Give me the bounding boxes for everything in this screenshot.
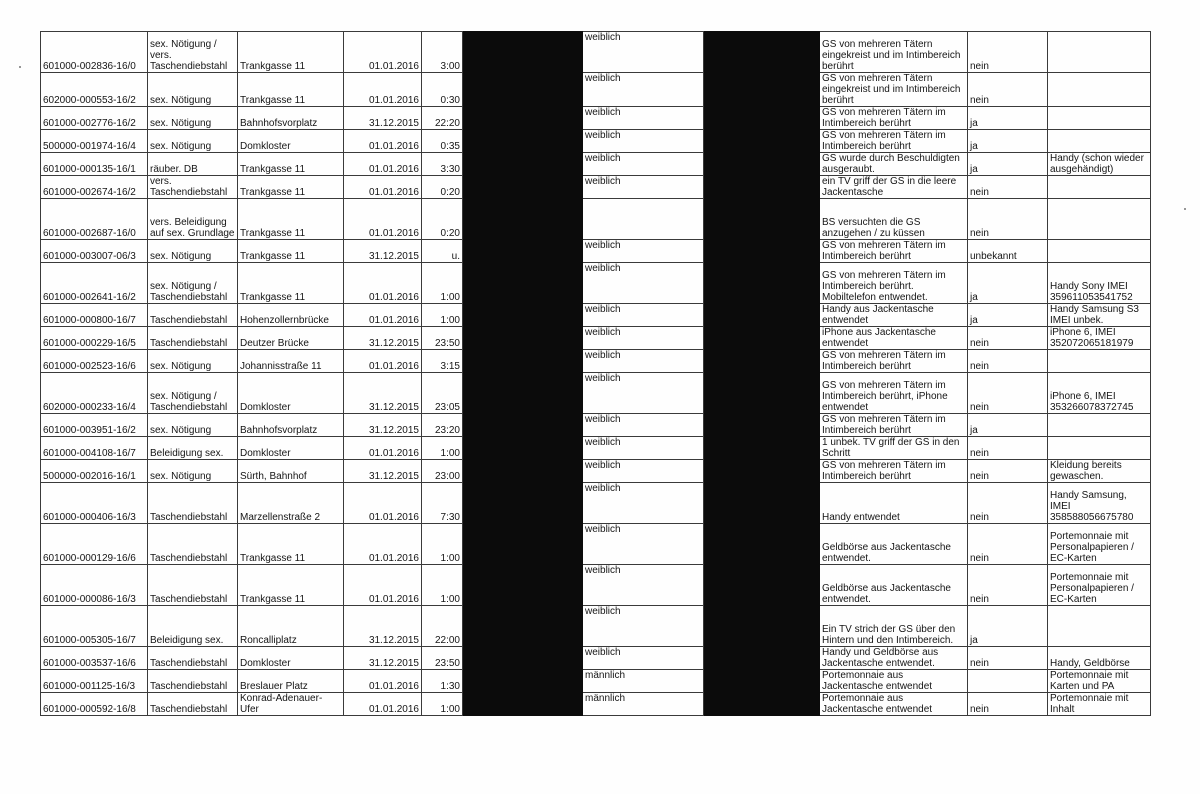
location-cell: Johannisstraße 11 (238, 350, 344, 373)
items-cell: Handy Samsung, IMEI 358588056675780 (1048, 483, 1151, 524)
redacted-cell (704, 524, 820, 565)
items-cell (1048, 199, 1151, 240)
items-cell: iPhone 6, IMEI 352072065181979 (1048, 327, 1151, 350)
redacted-cell (704, 693, 820, 716)
items-cell (1048, 606, 1151, 647)
offense-cell: sex. Nötigung (148, 350, 238, 373)
location-cell: Trankgasse 11 (238, 263, 344, 304)
case-id-cell: 601000-003951-16/2 (41, 414, 148, 437)
flag-cell: nein (968, 327, 1048, 350)
gender-cell: weiblich (583, 327, 704, 350)
location-cell: Trankgasse 11 (238, 240, 344, 263)
items-cell: Portemonnaie mit Karten und PA (1048, 670, 1151, 693)
description-cell: GS von mehreren Tätern im Intimbereich berührt (820, 460, 968, 483)
time-cell: u. (422, 240, 463, 263)
flag-cell: nein (968, 524, 1048, 565)
offense-cell: räuber. DB (148, 153, 238, 176)
location-cell: Bahnhofsvorplatz (238, 414, 344, 437)
flag-cell: nein (968, 32, 1048, 73)
description-cell: Portemonnaie aus Jackentasche entwendet (820, 693, 968, 716)
description-cell: GS wurde durch Beschuldigten ausgeraubt. (820, 153, 968, 176)
redacted-cell (704, 176, 820, 199)
location-cell: Bahnhofsvorplatz (238, 107, 344, 130)
date-cell: 01.01.2016 (344, 350, 422, 373)
case-id-cell: 601000-000135-16/1 (41, 153, 148, 176)
redacted-cell (704, 414, 820, 437)
location-cell: Domkloster (238, 373, 344, 414)
offense-cell: sex. Nötigung (148, 240, 238, 263)
table-row (41, 130, 1151, 153)
description-cell: BS versuchten die GS anzugehen / zu küssen (820, 199, 968, 240)
case-id-cell: 601000-000800-16/7 (41, 304, 148, 327)
gender-cell: weiblich (583, 176, 704, 199)
date-cell: 31.12.2015 (344, 107, 422, 130)
gender-cell: weiblich (583, 32, 704, 73)
redacted-cell (704, 304, 820, 327)
redacted-cell (704, 350, 820, 373)
gender-cell: weiblich (583, 263, 704, 304)
redacted-cell (704, 263, 820, 304)
case-id-cell: 601000-003537-16/6 (41, 647, 148, 670)
table-row (41, 32, 1151, 73)
date-cell: 31.12.2015 (344, 240, 422, 263)
items-cell: Handy, Geldbörse (1048, 647, 1151, 670)
table-row (41, 73, 1151, 107)
redacted-cell (463, 199, 583, 240)
redacted-cell (463, 693, 583, 716)
case-id-cell: 601000-002836-16/0 (41, 32, 148, 73)
flag-cell: nein (968, 460, 1048, 483)
date-cell: 01.01.2016 (344, 483, 422, 524)
offense-cell: Taschendiebstahl (148, 327, 238, 350)
description-cell: Handy und Geldbörse aus Jackentasche entwendet. (820, 647, 968, 670)
case-id-cell: 601000-002776-16/2 (41, 107, 148, 130)
offense-cell: sex. Nötigung / Taschendiebstahl (148, 263, 238, 304)
table-row (41, 240, 1151, 263)
table-row (41, 647, 1151, 670)
offense-cell: sex. Nötigung / vers. Taschendiebstahl (148, 32, 238, 73)
gender-cell: weiblich (583, 565, 704, 606)
offense-cell: Beleidigung sex. (148, 437, 238, 460)
flag-cell: nein (968, 565, 1048, 606)
date-cell: 31.12.2015 (344, 373, 422, 414)
redacted-cell (704, 606, 820, 647)
case-id-cell: 601000-000229-16/5 (41, 327, 148, 350)
items-cell (1048, 32, 1151, 73)
offense-cell: sex. Nötigung (148, 460, 238, 483)
date-cell: 01.01.2016 (344, 670, 422, 693)
gender-cell: weiblich (583, 240, 704, 263)
offense-cell: sex. Nötigung (148, 107, 238, 130)
date-cell: 01.01.2016 (344, 32, 422, 73)
location-cell: Hohenzollernbrücke (238, 304, 344, 327)
flag-cell: nein (968, 437, 1048, 460)
location-cell: Domkloster (238, 647, 344, 670)
description-cell: ein TV griff der GS in die leere Jackentasche (820, 176, 968, 199)
location-cell: Trankgasse 11 (238, 524, 344, 565)
date-cell: 31.12.2015 (344, 460, 422, 483)
description-cell: GS von mehreren Tätern im Intimbereich berührt, iPhone entwendet (820, 373, 968, 414)
items-cell (1048, 73, 1151, 107)
case-id-cell: 601000-005305-16/7 (41, 606, 148, 647)
description-cell: GS von mehreren Tätern im Intimbereich berührt (820, 414, 968, 437)
case-id-cell: 500000-001974-16/4 (41, 130, 148, 153)
description-cell: Portemonnaie aus Jackentasche entwendet (820, 670, 968, 693)
gender-cell: weiblich (583, 73, 704, 107)
flag-cell: nein (968, 176, 1048, 199)
gender-cell: weiblich (583, 524, 704, 565)
items-cell (1048, 414, 1151, 437)
redacted-cell (463, 32, 583, 73)
gender-cell: männlich (583, 670, 704, 693)
time-cell: 23:20 (422, 414, 463, 437)
gender-cell: weiblich (583, 606, 704, 647)
redacted-cell (704, 460, 820, 483)
description-cell: GS von mehreren Tätern eingekreist und im Intimbereich berührt (820, 32, 968, 73)
location-cell: Sürth, Bahnhof (238, 460, 344, 483)
location-cell: Domkloster (238, 130, 344, 153)
offense-cell: Beleidigung sex. (148, 606, 238, 647)
items-cell (1048, 240, 1151, 263)
redacted-cell (463, 153, 583, 176)
items-cell: Portemonnaie mit Personalpapieren / EC-Karten (1048, 524, 1151, 565)
redacted-cell (704, 647, 820, 670)
redacted-cell (704, 130, 820, 153)
gender-cell: weiblich (583, 483, 704, 524)
redacted-cell (463, 240, 583, 263)
flag-cell: ja (968, 304, 1048, 327)
time-cell: 1:00 (422, 524, 463, 565)
offense-cell: Taschendiebstahl (148, 670, 238, 693)
scan-speck (1184, 208, 1186, 210)
description-cell: GS von mehreren Tätern im Intimbereich berührt. Mobiltelefon entwendet. (820, 263, 968, 304)
flag-cell: ja (968, 414, 1048, 437)
offense-cell: Taschendiebstahl (148, 693, 238, 716)
location-cell: Marzellenstraße 2 (238, 483, 344, 524)
redacted-cell (704, 199, 820, 240)
redacted-cell (463, 483, 583, 524)
redacted-cell (704, 373, 820, 414)
offense-cell: sex. Nötigung (148, 73, 238, 107)
gender-cell: weiblich (583, 153, 704, 176)
location-cell: Trankgasse 11 (238, 32, 344, 73)
gender-cell: weiblich (583, 647, 704, 670)
gender-cell: weiblich (583, 130, 704, 153)
items-cell (1048, 176, 1151, 199)
time-cell: 1:00 (422, 263, 463, 304)
offense-cell: vers. Taschendiebstahl (148, 176, 238, 199)
location-cell: Trankgasse 11 (238, 565, 344, 606)
flag-cell: ja (968, 263, 1048, 304)
redacted-cell (704, 327, 820, 350)
items-cell (1048, 437, 1151, 460)
items-cell: Portemonnaie mit Personalpapieren / EC-Karten (1048, 565, 1151, 606)
case-id-cell: 601000-002641-16/2 (41, 263, 148, 304)
time-cell: 23:05 (422, 373, 463, 414)
description-cell: GS von mehreren Tätern im Intimbereich berührt (820, 240, 968, 263)
time-cell: 1:00 (422, 437, 463, 460)
case-id-cell: 602000-000233-16/4 (41, 373, 148, 414)
items-cell (1048, 130, 1151, 153)
time-cell: 3:15 (422, 350, 463, 373)
gender-cell (583, 199, 704, 240)
items-cell: Handy (schon wieder ausgehändigt) (1048, 153, 1151, 176)
time-cell: 23:50 (422, 647, 463, 670)
items-cell: Kleidung bereits gewaschen. (1048, 460, 1151, 483)
redacted-cell (463, 414, 583, 437)
date-cell: 01.01.2016 (344, 153, 422, 176)
case-id-cell: 601000-000129-16/6 (41, 524, 148, 565)
location-cell: Breslauer Platz (238, 670, 344, 693)
gender-cell: weiblich (583, 373, 704, 414)
description-cell: Geldbörse aus Jackentasche entwendet. (820, 565, 968, 606)
location-cell: Konrad-Adenauer-Ufer (238, 693, 344, 716)
time-cell: 23:00 (422, 460, 463, 483)
table-row (41, 199, 1151, 240)
flag-cell: nein (968, 350, 1048, 373)
redacted-cell (463, 107, 583, 130)
case-id-cell: 601000-003007-06/3 (41, 240, 148, 263)
description-cell: Handy entwendet (820, 483, 968, 524)
items-cell: iPhone 6, IMEI 353266078372745 (1048, 373, 1151, 414)
time-cell: 22:20 (422, 107, 463, 130)
description-cell: Geldbörse aus Jackentasche entwendet. (820, 524, 968, 565)
items-cell: Handy Sony IMEI 359611053541752 (1048, 263, 1151, 304)
flag-cell: ja (968, 153, 1048, 176)
gender-cell: weiblich (583, 304, 704, 327)
time-cell: 1:00 (422, 304, 463, 327)
gender-cell: weiblich (583, 414, 704, 437)
location-cell: Trankgasse 11 (238, 153, 344, 176)
redacted-cell (463, 350, 583, 373)
redacted-cell (704, 437, 820, 460)
flag-cell: nein (968, 199, 1048, 240)
flag-cell: nein (968, 373, 1048, 414)
table-row (41, 693, 1151, 716)
redacted-cell (463, 606, 583, 647)
table-row (41, 304, 1151, 327)
gender-cell: männlich (583, 693, 704, 716)
table-row (41, 107, 1151, 130)
location-cell: Trankgasse 11 (238, 199, 344, 240)
description-cell: GS von mehreren Tätern eingekreist und im Intimbereich berührt (820, 73, 968, 107)
date-cell: 31.12.2015 (344, 606, 422, 647)
offense-cell: sex. Nötigung (148, 414, 238, 437)
case-id-cell: 601000-002687-16/0 (41, 199, 148, 240)
time-cell: 0:20 (422, 176, 463, 199)
date-cell: 31.12.2015 (344, 327, 422, 350)
redacted-cell (704, 670, 820, 693)
table-row (41, 606, 1151, 647)
table-row (41, 524, 1151, 565)
flag-cell: nein (968, 73, 1048, 107)
table-row (41, 373, 1151, 414)
date-cell: 01.01.2016 (344, 565, 422, 606)
case-id-cell: 602000-000553-16/2 (41, 73, 148, 107)
case-id-cell: 601000-004108-16/7 (41, 437, 148, 460)
description-cell: 1 unbek. TV griff der GS in den Schritt (820, 437, 968, 460)
table-row (41, 670, 1151, 693)
flag-cell: nein (968, 483, 1048, 524)
items-cell: Handy Samsung S3 IMEI unbek. (1048, 304, 1151, 327)
flag-cell: ja (968, 606, 1048, 647)
time-cell: 1:30 (422, 670, 463, 693)
gender-cell: weiblich (583, 350, 704, 373)
date-cell: 01.01.2016 (344, 437, 422, 460)
incident-table (40, 31, 1151, 716)
date-cell: 01.01.2016 (344, 263, 422, 304)
description-cell: iPhone aus Jackentasche entwendet (820, 327, 968, 350)
redacted-cell (463, 524, 583, 565)
case-id-cell: 601000-000592-16/8 (41, 693, 148, 716)
date-cell: 01.01.2016 (344, 524, 422, 565)
flag-cell: nein (968, 693, 1048, 716)
date-cell: 31.12.2015 (344, 647, 422, 670)
offense-cell: Taschendiebstahl (148, 647, 238, 670)
offense-cell: Taschendiebstahl (148, 565, 238, 606)
offense-cell: vers. Beleidigung auf sex. Grundlage (148, 199, 238, 240)
time-cell: 0:35 (422, 130, 463, 153)
time-cell: 23:50 (422, 327, 463, 350)
location-cell: Deutzer Brücke (238, 327, 344, 350)
table-row (41, 565, 1151, 606)
redacted-cell (463, 647, 583, 670)
redacted-cell (704, 565, 820, 606)
date-cell: 31.12.2015 (344, 414, 422, 437)
flag-cell: ja (968, 107, 1048, 130)
time-cell: 0:30 (422, 73, 463, 107)
date-cell: 01.01.2016 (344, 130, 422, 153)
description-cell: GS von mehreren Tätern im Intimbereich berührt (820, 350, 968, 373)
case-id-cell: 601000-000406-16/3 (41, 483, 148, 524)
table-row (41, 350, 1151, 373)
redacted-cell (463, 373, 583, 414)
redacted-cell (463, 73, 583, 107)
description-cell: GS von mehreren Tätern im Intimbereich berührt (820, 130, 968, 153)
time-cell: 0:20 (422, 199, 463, 240)
redacted-cell (463, 130, 583, 153)
flag-cell: nein (968, 647, 1048, 670)
table-row (41, 460, 1151, 483)
table-row (41, 327, 1151, 350)
location-cell: Domkloster (238, 437, 344, 460)
time-cell: 22:00 (422, 606, 463, 647)
offense-cell: Taschendiebstahl (148, 483, 238, 524)
scan-speck (19, 66, 21, 68)
time-cell: 1:00 (422, 565, 463, 606)
redacted-cell (704, 153, 820, 176)
redacted-cell (463, 304, 583, 327)
offense-cell: Taschendiebstahl (148, 524, 238, 565)
case-id-cell: 601000-002523-16/6 (41, 350, 148, 373)
items-cell (1048, 107, 1151, 130)
table-row (41, 263, 1151, 304)
redacted-cell (463, 176, 583, 199)
items-cell (1048, 350, 1151, 373)
offense-cell: sex. Nötigung / Taschendiebstahl (148, 373, 238, 414)
time-cell: 1:00 (422, 693, 463, 716)
redacted-cell (463, 327, 583, 350)
time-cell: 3:30 (422, 153, 463, 176)
flag-cell (968, 670, 1048, 693)
redacted-cell (704, 73, 820, 107)
location-cell: Trankgasse 11 (238, 176, 344, 199)
table-row (41, 153, 1151, 176)
gender-cell: weiblich (583, 460, 704, 483)
date-cell: 01.01.2016 (344, 199, 422, 240)
date-cell: 01.01.2016 (344, 693, 422, 716)
table-row (41, 437, 1151, 460)
case-id-cell: 601000-002674-16/2 (41, 176, 148, 199)
location-cell: Trankgasse 11 (238, 73, 344, 107)
case-id-cell: 500000-002016-16/1 (41, 460, 148, 483)
table-row (41, 414, 1151, 437)
description-cell: Handy aus Jackentasche entwendet (820, 304, 968, 327)
items-cell: Portemonnaie mit Inhalt (1048, 693, 1151, 716)
table-row (41, 483, 1151, 524)
redacted-cell (463, 670, 583, 693)
case-id-cell: 601000-000086-16/3 (41, 565, 148, 606)
date-cell: 01.01.2016 (344, 73, 422, 107)
redacted-cell (463, 437, 583, 460)
offense-cell: sex. Nötigung (148, 130, 238, 153)
gender-cell: weiblich (583, 107, 704, 130)
date-cell: 01.01.2016 (344, 176, 422, 199)
location-cell: Roncalliplatz (238, 606, 344, 647)
redacted-cell (704, 483, 820, 524)
description-cell: GS von mehreren Tätern im Intimbereich berührt (820, 107, 968, 130)
date-cell: 01.01.2016 (344, 304, 422, 327)
gender-cell: weiblich (583, 437, 704, 460)
table-row (41, 176, 1151, 199)
redacted-cell (463, 460, 583, 483)
offense-cell: Taschendiebstahl (148, 304, 238, 327)
redacted-cell (463, 565, 583, 606)
flag-cell: unbekannt (968, 240, 1048, 263)
redacted-cell (704, 240, 820, 263)
time-cell: 7:30 (422, 483, 463, 524)
case-id-cell: 601000-001125-16/3 (41, 670, 148, 693)
redacted-cell (704, 107, 820, 130)
time-cell: 3:00 (422, 32, 463, 73)
flag-cell: ja (968, 130, 1048, 153)
table-body (41, 32, 1151, 716)
description-cell: Ein TV strich der GS über den Hintern und den Intimbereich. (820, 606, 968, 647)
redacted-cell (704, 32, 820, 73)
redacted-cell (463, 263, 583, 304)
